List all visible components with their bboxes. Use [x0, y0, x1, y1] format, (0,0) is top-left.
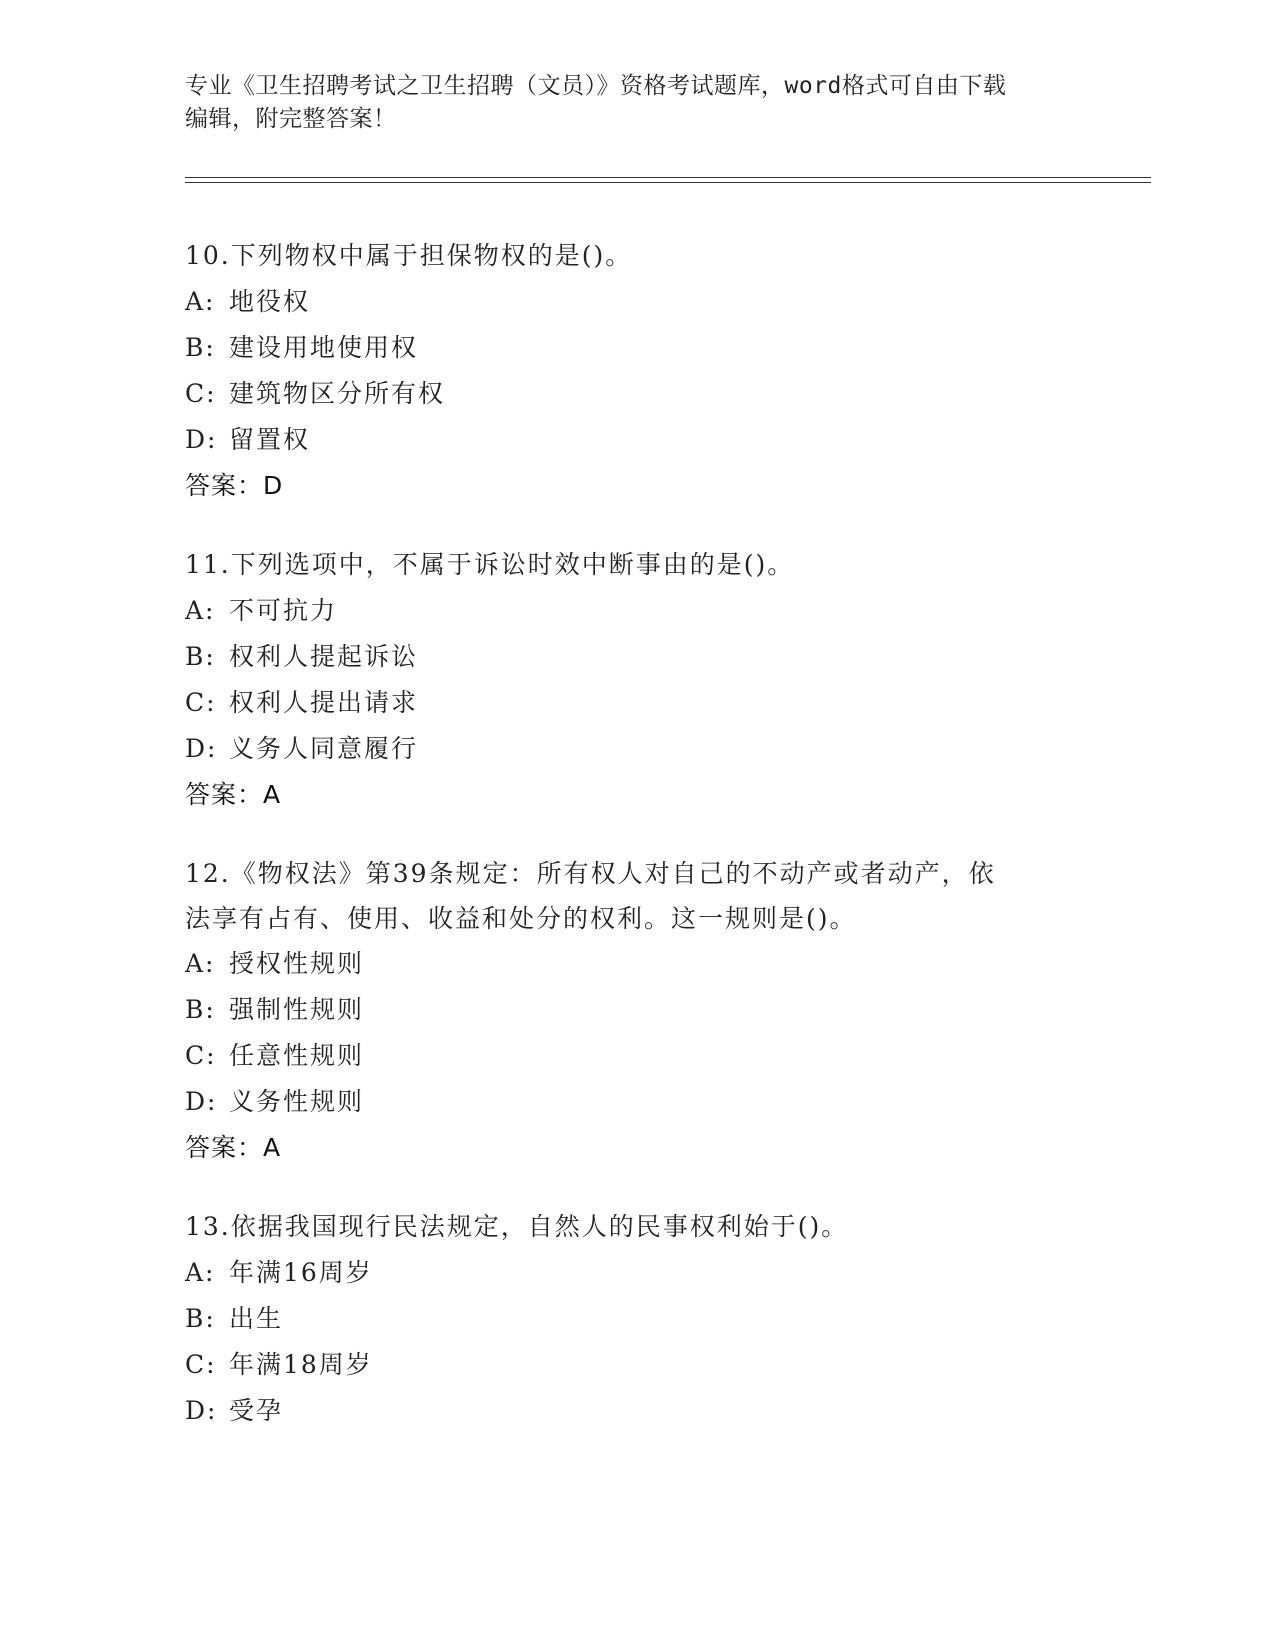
- option-text: 建设用地使用权: [229, 333, 419, 362]
- option-letter: C:: [185, 1350, 217, 1379]
- document-header: [185, 70, 1065, 136]
- option-text: 地役权: [229, 287, 311, 316]
- option-letter: A:: [185, 287, 216, 316]
- header-line-2: 编辑，附完整答案！: [185, 106, 397, 132]
- option-text: 权利人提起诉讼: [229, 642, 419, 671]
- option-b: [185, 1296, 1085, 1342]
- option-a: [185, 279, 1085, 325]
- option-b: [185, 987, 1085, 1033]
- option-a: [185, 941, 1085, 987]
- answer-line: 答案：A: [185, 780, 282, 809]
- answer-line: 答案：D: [185, 471, 284, 500]
- option-text: 不可抗力: [229, 596, 338, 625]
- option-letter: A:: [185, 949, 216, 978]
- option-letter: D:: [185, 1087, 218, 1116]
- option-text: 年满18周岁: [229, 1350, 373, 1379]
- option-text: 留置权: [229, 425, 311, 454]
- option-text: 出生: [229, 1304, 284, 1333]
- option-a: [185, 588, 1085, 634]
- question-13: [185, 1204, 1085, 1434]
- option-text: 义务人同意履行: [229, 734, 419, 763]
- question-11: [185, 542, 1085, 818]
- option-letter: D:: [185, 1396, 218, 1425]
- option-c: [185, 680, 1085, 726]
- option-letter: D:: [185, 734, 218, 763]
- option-letter: B:: [185, 642, 216, 671]
- question-stem-line-2: 法享有占有、使用、收益和处分的权利。这一规则是()。: [185, 904, 857, 933]
- option-text: 权利人提出请求: [229, 688, 419, 717]
- option-text: 任意性规则: [229, 1041, 365, 1070]
- option-c: [185, 371, 1085, 417]
- option-letter: B:: [185, 995, 216, 1024]
- option-letter: D:: [185, 425, 218, 454]
- option-d: [185, 726, 1085, 772]
- option-letter: C:: [185, 379, 217, 408]
- answer-line: 答案：A: [185, 1133, 282, 1162]
- question-list: [185, 233, 1085, 1467]
- option-text: 强制性规则: [229, 995, 365, 1024]
- question-stem-line-1: 12.《物权法》第39条规定：所有权人对自己的不动产或者动产，依: [185, 859, 996, 888]
- option-letter: A:: [185, 596, 216, 625]
- option-d: [185, 1388, 1085, 1434]
- option-text: 义务性规则: [229, 1087, 365, 1116]
- option-text: 受孕: [229, 1396, 284, 1425]
- question-stem: 11.下列选项中，不属于诉讼时效中断事由的是()。: [185, 550, 795, 579]
- option-d: [185, 417, 1085, 463]
- option-letter: B:: [185, 1304, 216, 1333]
- option-c: [185, 1033, 1085, 1079]
- option-a: [185, 1250, 1085, 1296]
- header-divider-bottom: [185, 182, 1151, 183]
- option-text: 授权性规则: [229, 949, 365, 978]
- option-d: [185, 1079, 1085, 1125]
- question-12: [185, 851, 1085, 1171]
- option-text: 建筑物区分所有权: [229, 379, 446, 408]
- option-b: [185, 634, 1085, 680]
- option-text: 年满16周岁: [229, 1258, 373, 1287]
- question-10: [185, 233, 1085, 509]
- option-letter: C:: [185, 688, 217, 717]
- option-letter: C:: [185, 1041, 217, 1070]
- question-stem: 13.依据我国现行民法规定，自然人的民事权利始于()。: [185, 1212, 849, 1241]
- option-c: [185, 1342, 1085, 1388]
- header-line-1: 专业《卫生招聘考试之卫生招聘（文员）》资格考试题库，word格式可自由下载: [185, 73, 1007, 99]
- question-stem: 10.下列物权中属于担保物权的是()。: [185, 241, 633, 270]
- option-b: [185, 325, 1085, 371]
- option-letter: A:: [185, 1258, 216, 1287]
- header-divider-top: [185, 177, 1151, 178]
- option-letter: B:: [185, 333, 216, 362]
